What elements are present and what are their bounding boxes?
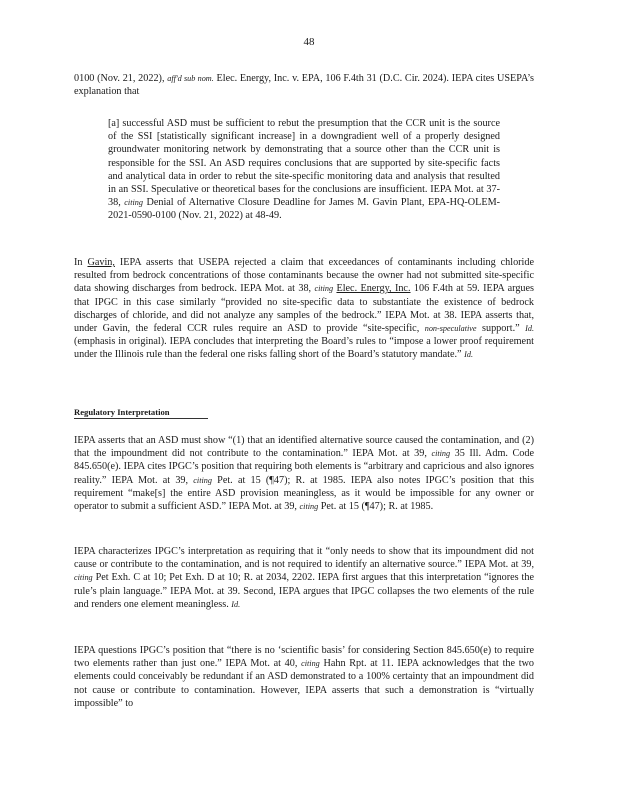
- citing-signal: citing: [301, 659, 320, 669]
- paragraph-2-text-a: In: [74, 257, 83, 268]
- paragraph-5-text-b: Hahn Rpt. at 11. IEPA acknowledges that the two elements could conceivably be redundant if an ASD demonstrated to a 100% certainty that an impoundment did not cause or contribute to contamination. However, IEPA asserts that such a demonstration is “virtually impossible” to: [74, 658, 535, 709]
- citing-signal: citing: [431, 449, 451, 459]
- paragraph-3-text-c: Pet. at 15 (¶47); R. at 1985. IEPA also notes IPGC’s position that this requirement “make[s] the entire ASD provision meaningless, as it would be impossible for any owner or operator to submit a sufficient ASD.” IEPA Mot. at 39,: [74, 474, 535, 513]
- id-signal: Id.: [464, 350, 474, 360]
- non-speculative-emphasis: non-speculative: [424, 324, 477, 334]
- citing-signal: citing: [74, 573, 93, 583]
- paragraph-3: [74, 434, 534, 513]
- block-quote: [108, 117, 500, 223]
- paragraph-2-text-c: 106 F.4th at 59. IEPA argues that IPGC in this case similarly “provided no site-specific data to substantiate the existence of bedrock discharges of chloride, and did not analyze any samples of the bedrock.” IEPA Mot. at 38. IEPA asserts that, under Gavin, the federal CCR rules require an ASD to provide “site-specific,: [74, 283, 534, 335]
- case-name-elec-energy: Elec. Energy, Inc.: [336, 283, 411, 295]
- paragraph-4-text-a: IEPA characterizes IPGC’s interpretation as requiring that it “only needs to show that its impoundment did not cause or contribute to the contamination, and is not required to identify an alternative source.” IEPA Mot. at 39,: [74, 546, 534, 571]
- paragraph-5-text-a: IEPA questions IPGC’s position that “there is no ‘scientific basis’ for considering Section 845.650(e) to require two elements rather than just one.” IEPA Mot. at 40,: [74, 645, 534, 670]
- quote-text-b: Denial of Alternative Closure Deadline for James M. Gavin Plant, EPA-HQ-OLEM-2021-0590-0100 (Nov. 21, 2022) at 48-49.: [108, 197, 501, 222]
- citing-signal: citing: [193, 475, 212, 485]
- citing-signal: citing: [314, 284, 334, 294]
- paragraph-3-text-d: Pet. at 15 (¶47); R. at 1985.: [320, 501, 434, 513]
- page-number: 48: [303, 36, 315, 48]
- paragraph-3-text-b: 35 Ill. Adm. Code 845.650(e). IEPA cites IPGC’s position that requiring both elements is “arbitrary and capricious and also ignores reality.” IEPA Mot. at 39,: [74, 448, 534, 486]
- id-signal: Id.: [231, 599, 241, 609]
- paragraph-1-text-a: 0100 (Nov. 21, 2022),: [74, 73, 165, 84]
- paragraph-2-text-d: support.”: [482, 323, 520, 335]
- section-heading: Regulatory Interpretation: [74, 407, 208, 419]
- paragraph-2: [74, 256, 534, 362]
- aff-signal: aff'd sub nom.: [167, 74, 214, 83]
- paragraph-5: [74, 644, 534, 710]
- paragraph-2-text-e: (emphasis in original). IEPA concludes that interpreting the Board’s rules to “impose a lower proof requirement under the Illinois rule than the federal one risks falling short of the Board’s statutory mandate.”: [74, 336, 534, 361]
- citing-signal: citing: [124, 198, 143, 208]
- citing-signal: citing: [299, 502, 319, 512]
- paragraph-1: [74, 72, 534, 98]
- quote-text-a: [a] successful ASD must be sufficient to rebut the presumption that the CCR unit is the source of the SSI [statistically significant increase] in a downgradient well of a properly designed groundwater monitoring network by demonstrating that a source other than the CCR unit is responsible for the SSI. An ASD requires conclusions that are supported by site-specific facts and analytical data in order to rebut the site-specific monitoring data and analysis that resulted in an SSI. Speculative or theoretical bases for the conclusions are insufficient. IEPA Mot. at 37-38,: [108, 118, 500, 209]
- paragraph-4: [74, 545, 534, 611]
- paragraph-4-text-b: Pet Exh. C at 10; Pet Exh. D at 10; R. at 2034, 2202. IEPA first argues that this interpretation “ignores the rule’s plain language.” IEPA Mot. at 39. Second, IEPA argues that IPGC collapses the two elements of the rule and renders one element meaningless.: [74, 572, 534, 610]
- paragraph-1-text-b: Elec. Energy, Inc. v. EPA, 106 F.4th 31 (D.C. Cir. 2024). IEPA cites USEPA’s explanation that: [74, 73, 535, 98]
- id-signal: Id.: [525, 324, 535, 334]
- case-name-gavin: Gavin,: [87, 257, 115, 268]
- paragraph-2-text-b: IEPA asserts that USEPA rejected a claim that exceedances of contaminants including chloride resulted from bedrock concentrations of those contaminants because the owner had not submitted site-specific data showing discharges from bedrock. IEPA Mot. at 38,: [74, 257, 535, 295]
- paragraph-3-text-a: IEPA asserts that an ASD must show “(1) that an identified alternative source caused the contamination, and (2) that the impoundment did not contribute to the contamination.” IEPA Mot. at 39,: [74, 435, 534, 460]
